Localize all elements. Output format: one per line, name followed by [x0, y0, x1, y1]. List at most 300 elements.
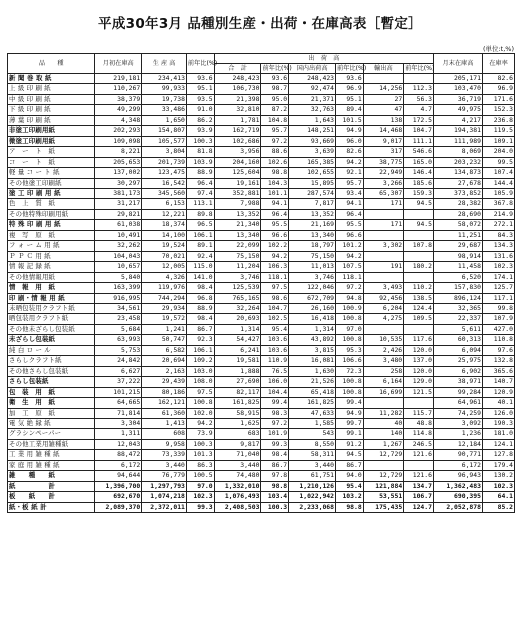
row-cell: 99.1 — [336, 429, 364, 439]
row-cell: 2,052,878 — [433, 502, 482, 512]
row-cell: 8,221 — [95, 147, 142, 157]
row-cell: 191 — [363, 262, 403, 272]
row-cell: 134,873 — [433, 168, 482, 178]
header-total: 合 計 — [214, 64, 261, 74]
row-cell: 94.2 — [336, 157, 364, 167]
row-cell: 65,307 — [363, 188, 403, 198]
row-cell: 64,665 — [95, 398, 142, 408]
row-cell: 1,625 — [214, 418, 261, 428]
row-cell: 97.5 — [186, 387, 214, 397]
row-cell: 118.1 — [261, 272, 289, 282]
row-cell: 8,550 — [289, 439, 336, 449]
row-cell: 96.9 — [482, 84, 514, 94]
row-cell: 54,427 — [214, 335, 261, 345]
row-cell: 202,293 — [95, 126, 142, 136]
table-row — [8, 429, 515, 439]
row-cell: 11,458 — [433, 262, 482, 272]
table-row — [8, 188, 515, 198]
row-cell: 129.0 — [404, 377, 434, 387]
row-cell: 112.3 — [404, 84, 434, 94]
row-cell: 88,472 — [95, 450, 142, 460]
row-name: その他さらし包装紙 — [8, 366, 95, 376]
row-cell: 6,172 — [433, 460, 482, 470]
row-cell: 165,385 — [289, 157, 336, 167]
row-name: その他特殊印刷用紙 — [8, 209, 95, 219]
row-cell: 92,456 — [363, 293, 403, 303]
table-row — [8, 439, 515, 449]
row-cell: 3,493 — [363, 283, 403, 293]
row-name: 未晒包装用クラフト紙 — [8, 303, 95, 313]
row-cell: 100.5 — [186, 471, 214, 481]
row-cell: 102.2 — [261, 241, 289, 251]
row-cell: 916,995 — [95, 293, 142, 303]
row-cell: 171 — [363, 220, 403, 230]
row-cell: 101.2 — [336, 241, 364, 251]
row-cell: 5,684 — [95, 324, 142, 334]
row-cell: 104.8 — [261, 115, 289, 125]
row-cell: 86.7 — [336, 460, 364, 470]
row-cell: 86.3 — [186, 460, 214, 470]
row-cell: 60,313 — [433, 335, 482, 345]
row-cell: 21,371 — [289, 94, 336, 104]
table-row — [8, 324, 515, 334]
row-cell: 29,821 — [95, 209, 142, 219]
row-cell: 71,040 — [214, 450, 261, 460]
row-cell: 102.6 — [261, 157, 289, 167]
header-production: 生 産 高 — [142, 54, 187, 74]
row-cell: 61,038 — [95, 220, 142, 230]
row-cell: 101.3 — [186, 450, 214, 460]
row-cell: 93.6 — [336, 74, 364, 84]
row-cell: 93.6 — [261, 74, 289, 84]
row-cell: 100.8 — [336, 314, 364, 324]
row-cell: 58,915 — [214, 408, 261, 418]
row-cell — [404, 324, 434, 334]
row-cell: 49,975 — [433, 105, 482, 115]
row-name: その他未ざらし包装紙 — [8, 324, 95, 334]
row-name: 新 聞 巻 取 紙 — [8, 74, 95, 84]
row-cell: 58,072 — [433, 220, 482, 230]
row-cell — [404, 460, 434, 470]
row-cell: 100.3 — [186, 439, 214, 449]
row-cell: 98.4 — [261, 450, 289, 460]
row-cell: 185.6 — [404, 178, 434, 188]
row-cell: 100.8 — [186, 398, 214, 408]
row-cell: 12,221 — [142, 209, 187, 219]
row-cell: 6,172 — [95, 460, 142, 470]
row-cell: 19,161 — [214, 178, 261, 188]
row-cell: 352,881 — [214, 188, 261, 198]
table-row — [8, 115, 515, 125]
row-cell: 94.1 — [261, 199, 289, 209]
row-cell: 690,395 — [433, 492, 482, 502]
table-row — [8, 408, 515, 418]
row-name: 純 白 ロ ー ル — [8, 345, 95, 355]
row-cell: 194,381 — [433, 126, 482, 136]
row-cell: 63,993 — [95, 335, 142, 345]
row-cell: 100.3 — [261, 502, 289, 512]
table-row — [8, 450, 515, 460]
row-cell — [363, 230, 403, 240]
table-row — [8, 418, 515, 428]
row-cell: 95.4 — [336, 481, 364, 491]
row-cell: 106.1 — [186, 230, 214, 240]
header-export: 輸出高 — [363, 64, 403, 74]
row-cell: 345,560 — [142, 188, 187, 198]
row-cell: 137,002 — [95, 168, 142, 178]
row-cell: 4,275 — [363, 314, 403, 324]
row-cell: 96.0 — [336, 136, 364, 146]
row-cell: 102.5 — [261, 314, 289, 324]
row-cell: 89.8 — [186, 209, 214, 219]
row-cell: 134.3 — [482, 241, 514, 251]
header-production-ratio: 前年比(%) — [186, 54, 214, 74]
header-opening-inventory: 月初在庫高 — [95, 54, 142, 74]
row-cell: 203,232 — [433, 157, 482, 167]
row-cell: 81.8 — [186, 147, 214, 157]
row-cell: 765,165 — [214, 293, 261, 303]
row-cell: 58,311 — [289, 450, 336, 460]
table-row — [8, 178, 515, 188]
row-cell: 82.6 — [482, 74, 514, 84]
row-cell: 94,644 — [95, 471, 142, 481]
row-cell: 16,699 — [363, 387, 403, 397]
row-cell: 24,842 — [95, 356, 142, 366]
row-cell — [404, 74, 434, 84]
row-cell: 82,117 — [214, 387, 261, 397]
row-cell: 102.3 — [482, 262, 514, 272]
row-cell — [363, 460, 403, 470]
row-cell: 9,017 — [363, 136, 403, 146]
row-cell: 100.8 — [336, 387, 364, 397]
row-cell: 109,098 — [95, 136, 142, 146]
row-cell: 86.7 — [261, 460, 289, 470]
row-name: ア ー ト 紙 — [8, 147, 95, 157]
row-cell: 32,810 — [214, 105, 261, 115]
row-cell: 100.8 — [336, 377, 364, 387]
row-cell: 117.1 — [482, 293, 514, 303]
row-cell: 3,440 — [289, 460, 336, 470]
row-cell: 70,021 — [142, 251, 187, 261]
row-cell: 95.1 — [336, 94, 364, 104]
row-cell — [363, 398, 403, 408]
row-cell: 12,729 — [363, 450, 403, 460]
row-cell: 1,643 — [289, 115, 336, 125]
row-cell: 21,340 — [214, 220, 261, 230]
row-cell: 287,574 — [289, 188, 336, 198]
row-cell: 144.4 — [482, 178, 514, 188]
row-cell: 96.8 — [186, 293, 214, 303]
table-row — [8, 398, 515, 408]
row-cell: 88.9 — [186, 303, 214, 313]
row-name: 下 級 印 刷 紙 — [8, 105, 95, 115]
row-cell: 96.6 — [336, 230, 364, 240]
table-row — [8, 241, 515, 251]
row-cell: 6,902 — [433, 366, 482, 376]
row-name: 情 報 記 録 紙 — [8, 262, 95, 272]
row-cell: 6,164 — [363, 377, 403, 387]
row-cell: 236.8 — [482, 115, 514, 125]
row-cell: 190.3 — [482, 418, 514, 428]
row-cell: 32,262 — [95, 241, 142, 251]
table-row — [8, 356, 515, 366]
row-cell: 6,094 — [433, 345, 482, 355]
table-row — [8, 345, 515, 355]
table-row — [8, 377, 515, 387]
row-cell: 32,365 — [433, 303, 482, 313]
row-cell: 4,326 — [142, 272, 187, 282]
row-cell: 5,753 — [95, 345, 142, 355]
row-name: 紙 計 — [8, 481, 95, 491]
table-row — [8, 230, 515, 240]
row-cell: 16,542 — [142, 178, 187, 188]
row-cell: 1,022,942 — [289, 492, 336, 502]
row-cell: 97.2 — [336, 283, 364, 293]
row-cell: 27 — [363, 94, 403, 104]
row-cell: 91.0 — [186, 105, 214, 115]
row-cell — [363, 251, 403, 261]
row-cell: 161,825 — [289, 398, 336, 408]
row-cell: 121.5 — [404, 387, 434, 397]
row-cell: 64.1 — [482, 492, 514, 502]
table-row — [8, 314, 515, 324]
table-row — [8, 492, 515, 502]
row-cell: 73.9 — [186, 429, 214, 439]
row-cell: 120.0 — [404, 345, 434, 355]
row-cell: 101.5 — [336, 115, 364, 125]
row-cell: 71,814 — [95, 408, 142, 418]
row-name: 複 写 原 紙 — [8, 230, 95, 240]
row-cell: 110.9 — [261, 356, 289, 366]
row-cell: 124.1 — [482, 439, 514, 449]
table-row — [8, 147, 515, 157]
row-cell: 38,775 — [363, 157, 403, 167]
header-domestic-ratio: 前年比(%) — [337, 65, 367, 72]
row-cell: 6,204 — [363, 303, 403, 313]
row-cell: 111.1 — [404, 136, 434, 146]
row-cell: 97.0 — [186, 481, 214, 491]
row-name: さらし包装紙 — [8, 377, 95, 387]
row-cell: 94.2 — [336, 251, 364, 261]
row-cell: 97.2 — [261, 136, 289, 146]
row-cell: 101,215 — [95, 387, 142, 397]
row-cell: 109.2 — [186, 356, 214, 366]
row-cell: 141.0 — [186, 272, 214, 282]
row-cell: 99.3 — [186, 502, 214, 512]
row-cell: 94.5 — [404, 199, 434, 209]
row-cell: 95.1 — [186, 84, 214, 94]
table-row — [8, 303, 515, 313]
row-name: 衛 生 用 紙 — [8, 398, 95, 408]
row-cell: 171.6 — [482, 94, 514, 104]
row-cell: 99.5 — [482, 157, 514, 167]
table-row — [8, 105, 515, 115]
row-cell: 171 — [363, 199, 403, 209]
row-cell: 9,958 — [142, 439, 187, 449]
table-row — [8, 387, 515, 397]
document-title: 平成30年3月 品種別生産・出荷・在庫高表［暫定］ — [98, 16, 422, 32]
row-cell: 381,173 — [95, 188, 142, 198]
row-cell: 98.3 — [261, 408, 289, 418]
row-name: 非塗工印刷用紙 — [8, 126, 95, 136]
row-cell: 50,747 — [142, 335, 187, 345]
row-cell: 138.5 — [404, 293, 434, 303]
table-row — [8, 262, 515, 272]
row-cell: 103.6 — [261, 335, 289, 345]
row-cell: 12,184 — [433, 439, 482, 449]
row-cell: 12,005 — [142, 262, 187, 272]
row-cell: 43,892 — [289, 335, 336, 345]
row-cell: 94.5 — [404, 220, 434, 230]
row-cell: 14,256 — [363, 84, 403, 94]
row-name: コ ー ト 紙 — [8, 157, 95, 167]
row-cell: 175,435 — [363, 502, 403, 512]
row-cell: 94.5 — [336, 450, 364, 460]
row-cell: 101.9 — [261, 429, 289, 439]
row-cell: 73,339 — [142, 450, 187, 460]
row-name: 塗 工 印 刷 用 紙 — [8, 188, 95, 198]
row-cell: 744,294 — [142, 293, 187, 303]
row-cell: 165.0 — [404, 157, 434, 167]
row-cell: 86.7 — [186, 324, 214, 334]
row-cell: 1,314 — [214, 324, 261, 334]
row-cell: 3,302 — [363, 241, 403, 251]
row-cell: 125,539 — [214, 283, 261, 293]
row-cell: 99.8 — [482, 303, 514, 313]
row-name: 特 殊 印 刷 用 紙 — [8, 220, 95, 230]
row-cell: 6,582 — [142, 345, 187, 355]
row-cell — [404, 209, 434, 219]
row-cell: 22,337 — [433, 314, 482, 324]
row-cell: 93.9 — [186, 126, 214, 136]
row-cell: 94.8 — [336, 293, 364, 303]
table-row — [8, 157, 515, 167]
row-cell: 2,408,503 — [214, 502, 261, 512]
row-cell: 27,690 — [214, 377, 261, 387]
row-cell: 672,709 — [289, 293, 336, 303]
row-cell: 32,763 — [289, 105, 336, 115]
row-cell: 103.6 — [261, 345, 289, 355]
row-cell: 5,611 — [433, 324, 482, 334]
unit-note: (単位:t,%) — [482, 45, 514, 53]
row-cell: 4,217 — [433, 115, 482, 125]
row-cell: 107.5 — [336, 262, 364, 272]
header-export-ratio: 前年比(%) — [405, 65, 435, 72]
row-cell: 2,426 — [363, 345, 403, 355]
row-cell: 93.6 — [186, 74, 214, 84]
row-cell: 1,413 — [142, 418, 187, 428]
row-cell: 16,418 — [289, 314, 336, 324]
row-cell: 107.4 — [482, 168, 514, 178]
row-cell: 99,284 — [433, 387, 482, 397]
row-cell: 115.0 — [186, 262, 214, 272]
row-cell: 132.8 — [482, 356, 514, 366]
row-name: 紙・板 紙 計 — [8, 502, 95, 512]
row-cell: 82.6 — [336, 147, 364, 157]
row-cell: 103.9 — [186, 157, 214, 167]
row-cell: 18,797 — [289, 241, 336, 251]
row-cell: 18,374 — [142, 220, 187, 230]
row-cell: 21,526 — [289, 377, 336, 387]
row-cell: 119.5 — [482, 126, 514, 136]
row-cell: 22,099 — [214, 241, 261, 251]
row-cell: 3,266 — [363, 178, 403, 188]
row-cell: 27,678 — [433, 178, 482, 188]
row-cell: 201,739 — [142, 157, 187, 167]
row-cell: 1,267 — [363, 439, 403, 449]
row-cell: 76.5 — [261, 366, 289, 376]
row-cell: 152.3 — [482, 105, 514, 115]
row-cell: 115.7 — [404, 408, 434, 418]
row-name: 色 上 質 紙 — [8, 199, 95, 209]
header-inventory-rate: 在庫率 — [482, 54, 514, 74]
row-cell: 6,627 — [95, 366, 142, 376]
row-cell: 94.2 — [186, 418, 214, 428]
row-cell: 97.2 — [261, 418, 289, 428]
row-name: フ ォ ー ム 用 紙 — [8, 241, 95, 251]
row-cell: 179.4 — [482, 460, 514, 470]
row-cell: 97.6 — [482, 345, 514, 355]
row-cell: 104.7 — [404, 126, 434, 136]
row-cell: 125,604 — [214, 168, 261, 178]
row-cell: 1,650 — [142, 115, 187, 125]
row-cell: 2,089,370 — [95, 502, 142, 512]
row-cell: 172.5 — [404, 115, 434, 125]
row-cell: 96.4 — [186, 178, 214, 188]
row-cell: 159.3 — [404, 188, 434, 198]
row-cell: 95.7 — [261, 126, 289, 136]
row-cell: 99.3 — [261, 439, 289, 449]
header-total-ratio: 前年比(%) — [262, 65, 292, 72]
row-cell: 20,694 — [142, 356, 187, 366]
row-cell: 1,311 — [95, 429, 142, 439]
row-cell: 3,639 — [289, 147, 336, 157]
row-cell: 3,746 — [289, 272, 336, 282]
table-row — [8, 136, 515, 146]
row-cell: 1,888 — [214, 366, 261, 376]
row-cell: 95.4 — [261, 324, 289, 334]
row-cell: 148,251 — [289, 126, 336, 136]
row-name: 軽 量 コ ー ト 紙 — [8, 168, 95, 178]
row-cell: 53,551 — [363, 492, 403, 502]
row-name: 上 級 印 刷 紙 — [8, 84, 95, 94]
row-cell: 126.0 — [482, 408, 514, 418]
row-cell: 92.3 — [186, 335, 214, 345]
row-cell: 107.8 — [404, 241, 434, 251]
row-cell: 28,382 — [433, 199, 482, 209]
row-cell: 543 — [289, 429, 336, 439]
row-cell: 31,217 — [95, 199, 142, 209]
row-cell: 118.1 — [336, 272, 364, 282]
row-cell: 6,241 — [214, 345, 261, 355]
table-row — [8, 94, 515, 104]
row-cell: 98,914 — [433, 251, 482, 261]
row-cell: 3,480 — [363, 356, 403, 366]
table-body — [8, 74, 515, 513]
row-cell: 11,013 — [289, 262, 336, 272]
row-cell: 109.1 — [482, 136, 514, 146]
row-cell: 3,815 — [289, 345, 336, 355]
production-table — [7, 53, 515, 513]
row-cell: 1,396,700 — [95, 481, 142, 491]
row-cell: 106.7 — [404, 492, 434, 502]
table-row — [8, 84, 515, 94]
row-cell: 98.4 — [186, 314, 214, 324]
row-cell: 3,746 — [214, 272, 261, 282]
row-cell: 1,076,493 — [214, 492, 261, 502]
row-cell: 110,267 — [95, 84, 142, 94]
row-cell: 96.9 — [336, 84, 364, 94]
